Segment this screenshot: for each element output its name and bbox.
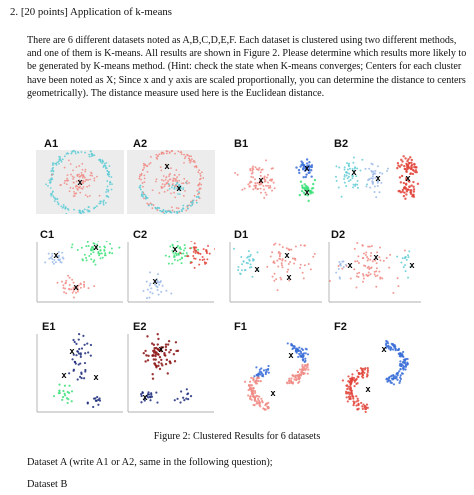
svg-text:x: x [375, 173, 381, 183]
plot-a1 [36, 150, 124, 214]
svg-text:x: x [172, 244, 178, 254]
plot-b2 [328, 150, 422, 214]
question-number: 2. [10, 6, 19, 18]
svg-text:x: x [176, 183, 182, 193]
question-heading [10, 5, 172, 19]
svg-text:x: x [286, 272, 292, 282]
plot-c2 [127, 241, 215, 303]
plot-label-e2: E2 [133, 321, 147, 333]
svg-text:x: x [270, 388, 276, 398]
svg-text:x: x [158, 344, 164, 354]
svg-text:x: x [351, 167, 357, 177]
plot-label-d1: D1 [234, 229, 249, 241]
svg-text:x: x [381, 344, 387, 354]
plot-label-e1: E1 [42, 321, 56, 333]
plot-label-a2: A2 [133, 138, 148, 150]
svg-text:x: x [152, 276, 158, 286]
svg-text:x: x [73, 282, 79, 292]
svg-text:x: x [142, 392, 148, 402]
plot-d2 [328, 241, 422, 303]
svg-text:x: x [409, 260, 415, 270]
svg-text:x: x [304, 187, 310, 197]
plot-label-c1: C1 [40, 229, 55, 241]
plot-f1 [229, 333, 323, 413]
question-points: [20 points] [20, 6, 68, 18]
plot-label-f1: F1 [234, 321, 247, 333]
svg-text:x: x [93, 242, 99, 252]
plot-label-b2: B2 [334, 138, 349, 150]
svg-text:x: x [164, 161, 170, 171]
svg-text:x: x [254, 264, 260, 274]
svg-text:x: x [405, 173, 411, 183]
svg-text:x: x [284, 250, 290, 260]
plot-e1 [36, 333, 124, 413]
figure-caption: Figure 2: Clustered Results for 6 datasets [153, 431, 321, 442]
svg-text:x: x [373, 252, 379, 262]
svg-text:x: x [288, 350, 294, 360]
svg-text:x: x [304, 163, 310, 173]
plot-label-c2: C2 [133, 229, 148, 241]
plot-c1 [36, 241, 124, 303]
svg-text:x: x [53, 250, 59, 260]
svg-text:x: x [258, 175, 264, 185]
plot-f2 [328, 333, 422, 413]
plot-b1 [229, 150, 323, 214]
svg-text:x: x [93, 372, 99, 382]
answer-prompt-b: Dataset B [27, 479, 68, 490]
question-body: There are 6 different datasets noted as A,B,C,D,E,F. Each dataset is clustered using two different methods, and one of them is K-means. All results are shown in Figure 2. Please determine which results more likely to be generated by K-means method. (Hint: check the state when K-means converges; Centers for each cluster have been noted as X; Since x and y axis are scaled proportionally, you can determine the distance to centers geometrically). The distance measure used here is the Euclidean distance. [27, 35, 467, 99]
question-title: Application of k-means [70, 6, 172, 18]
svg-text:x: x [69, 346, 75, 356]
plot-label-a1: A1 [44, 138, 59, 150]
plot-e2 [127, 333, 215, 413]
plot-label-b1: B1 [234, 138, 249, 150]
answer-prompt-a: Dataset A (write A1 or A2, same in the following question); [27, 457, 273, 468]
svg-text:x: x [365, 384, 371, 394]
svg-text:x: x [61, 370, 67, 380]
plot-label-f2: F2 [334, 321, 347, 333]
svg-text:x: x [77, 177, 83, 187]
plot-label-d2: D2 [331, 229, 346, 241]
plot-a2 [127, 150, 215, 214]
plot-d1 [229, 241, 323, 303]
svg-text:x: x [347, 260, 353, 270]
